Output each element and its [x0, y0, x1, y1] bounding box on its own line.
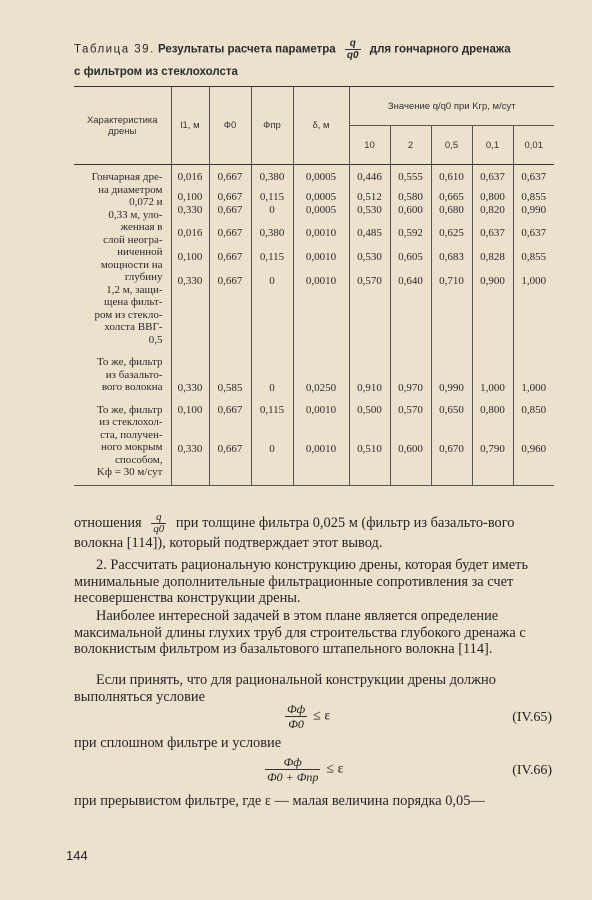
table-cell-stack	[390, 165, 431, 353]
table-cell-stack	[171, 352, 209, 400]
caption-frac-den: q0	[346, 50, 359, 61]
p1-end: при толщине фильтра 0,025 м (фильтр из базальто-вого волокна [114]), который подтверждает этот вывод.	[74, 514, 515, 551]
header-delta: δ, м	[293, 87, 349, 165]
description-line: вого волокна	[101, 381, 163, 393]
table-cell: 0,637	[521, 227, 547, 239]
formula-iv66-expr	[259, 755, 343, 784]
table-label: Таблица 39.	[74, 43, 155, 56]
table-cell: 0,637	[521, 171, 547, 183]
table-cell-stack	[251, 352, 293, 400]
table-cell: 0,855	[521, 251, 547, 263]
table-cell: 0,990	[521, 204, 547, 216]
table-cell: 0,637	[480, 227, 505, 239]
description-line: способом,	[114, 453, 163, 466]
table-cell: 0,667	[217, 204, 243, 216]
table-cell-stack	[293, 400, 349, 486]
table-cell: 0,500	[357, 403, 382, 416]
description-line: глубину	[124, 271, 163, 283]
table-cell: 0,900	[480, 275, 505, 287]
description-line: 0,5	[148, 333, 163, 346]
table-cell: 0,0010	[305, 442, 337, 455]
table-cell-stack	[513, 400, 554, 486]
table-cell: 0,330	[177, 204, 203, 216]
paragraph-1	[74, 512, 552, 552]
table-cell-stack	[349, 400, 390, 486]
table-cell: 0,380	[259, 227, 285, 239]
table-cell-stack	[390, 352, 431, 400]
table-cell: 0,605	[398, 251, 423, 263]
table-cell: 0,330	[177, 442, 203, 455]
table-cell: 0,510	[357, 442, 382, 455]
description-line: 0,33 м, уло-	[108, 208, 163, 221]
caption-title-after: для гончарного дренажа	[369, 43, 511, 56]
table-cell: 0,800	[480, 403, 505, 416]
description-line: холста ВВГ-	[104, 321, 163, 333]
description-line: слой неогра-	[103, 233, 163, 246]
paragraph-4: Если принять, что для рациональной конструкции дрены должно выполняться условие	[74, 672, 496, 705]
table-cell: 0,115	[259, 191, 285, 203]
paragraph-6: при прерывистом фильтре, где ε — малая величина порядка 0,05—	[74, 793, 485, 809]
p1-start: отношения	[74, 514, 142, 531]
formula-iv65-den: Ф0	[288, 717, 304, 731]
header-phi0: Ф0	[209, 87, 251, 165]
table-cell: 0,667	[217, 227, 243, 239]
header-value-group: Значение q/q0 при Kгр, м/сут	[349, 87, 554, 126]
table-cell: 0,710	[439, 275, 464, 287]
header-k-0-1: 0,1	[472, 126, 513, 165]
table-cell-stack	[472, 165, 513, 353]
description-line: женная в	[120, 221, 163, 233]
table-cell-stack	[293, 165, 349, 353]
table-cell: 0,0010	[305, 403, 337, 416]
table-cell-stack	[390, 400, 431, 486]
table-cell: 0,683	[439, 251, 464, 263]
table-cell-stack	[513, 165, 554, 353]
row-description	[74, 400, 171, 486]
table-cell: 0,100	[177, 191, 203, 203]
page-number: 144	[66, 848, 88, 863]
description-line: Гончарная дре-	[91, 171, 163, 183]
table-cell-stack	[349, 165, 390, 353]
table-cell-stack	[171, 400, 209, 486]
table-cell: 0,585	[217, 382, 243, 394]
table-row-group	[74, 165, 554, 353]
table-cell: 0,820	[480, 204, 505, 216]
table-cell: 0,100	[177, 403, 203, 416]
table-caption	[74, 38, 554, 83]
header-k-10: 10	[349, 126, 390, 165]
header-k-2: 2	[390, 126, 431, 165]
table-cell: 0	[269, 204, 275, 216]
table-cell: 0,0005	[305, 171, 337, 183]
table-cell: 0,115	[259, 251, 285, 263]
table-cell: 0,530	[357, 204, 382, 216]
table-cell: 0,0005	[305, 204, 337, 216]
table-cell-stack	[513, 352, 554, 400]
table-cell: 0,0010	[305, 227, 337, 239]
table-cell-stack	[293, 352, 349, 400]
p1-fraction	[151, 512, 166, 535]
table-row-group	[74, 352, 554, 400]
table-row-group	[74, 400, 554, 486]
table-cell: 0,115	[259, 403, 285, 416]
table-cell: 0,0250	[305, 382, 337, 394]
formula-iv66	[74, 755, 552, 795]
description-line: из стеклохол-	[99, 416, 163, 428]
table-cell: 1,000	[521, 382, 547, 394]
formula-iv65-num: Фф	[287, 702, 306, 716]
table-cell-stack	[431, 165, 472, 353]
table-cell: 0,570	[357, 275, 382, 287]
description-line: То же, фильтр	[96, 356, 163, 368]
table-cell: 0,592	[398, 227, 423, 239]
table-cell: 0,600	[398, 442, 423, 455]
table-cell: 0,667	[217, 442, 243, 455]
table-cell-stack	[251, 165, 293, 353]
table-cell-stack	[209, 165, 251, 353]
row-description	[74, 165, 171, 353]
table-cell: 0,330	[177, 275, 203, 287]
table-cell: 0,380	[259, 171, 285, 183]
table-cell: 0,600	[398, 204, 423, 216]
paragraph-3: Наиболее интересной задачей в этом плане является определение максимальной длины глухих труб для строительства глубокого дренажа с волокнистым фильтром из базальтового штапельного волокна [114].	[74, 608, 526, 657]
header-k-0-5: 0,5	[431, 126, 472, 165]
table-cell: 0,016	[177, 171, 203, 183]
description-line: щена фильт-	[104, 296, 163, 308]
formula-iv66-num: Фф	[265, 755, 320, 770]
description-line: ниченной	[117, 246, 163, 258]
table-cell: 0,330	[177, 382, 203, 394]
table-cell: 0,530	[357, 251, 382, 263]
description-line: 0,072 и	[129, 196, 163, 208]
table-cell: 0,555	[398, 171, 423, 183]
table-cell: 1,000	[521, 275, 547, 287]
description-line: 1,2 м, защи-	[106, 283, 163, 296]
table-cell: 0,610	[439, 171, 464, 183]
table-cell: 0,790	[480, 442, 505, 455]
table-cell: 0,680	[439, 204, 464, 216]
table-cell-stack	[349, 352, 390, 400]
table-cell: 0,855	[521, 191, 547, 203]
table-cell: 0,850	[521, 403, 547, 416]
description-line: ного мокрым	[100, 441, 163, 453]
description-line: ром из стекло-	[94, 308, 163, 321]
row-description	[74, 352, 171, 400]
table-cell: 0,667	[217, 171, 243, 183]
table-cell: 0,665	[439, 191, 464, 203]
p1-frac-num: q	[151, 512, 166, 524]
table-cell: 0,650	[439, 403, 464, 416]
table-cell-stack	[431, 400, 472, 486]
table-cell: 0,667	[217, 191, 243, 203]
table-cell: 0	[269, 382, 275, 394]
caption-title-before: Результаты расчета параметра	[157, 43, 336, 56]
caption-frac-num: q	[345, 38, 361, 50]
table-cell-stack	[251, 400, 293, 486]
caption-fraction	[345, 38, 361, 61]
formula-iv66-fraction	[265, 755, 320, 784]
results-table	[74, 86, 554, 486]
table-cell: 0,828	[480, 251, 505, 263]
table-cell-stack	[431, 352, 472, 400]
caption-title-line2: с фильтром из стеклохолста	[74, 66, 238, 78]
formula-iv66-den: Ф0 + Фпр	[267, 770, 319, 784]
table-cell: 0,0005	[305, 191, 337, 203]
table-cell-stack	[171, 165, 209, 353]
table-cell: 0,970	[398, 382, 423, 394]
table-cell: 0,960	[521, 442, 547, 455]
table-cell: 0,640	[398, 275, 423, 287]
table-cell: 0,570	[398, 403, 423, 416]
table-cell: 0,485	[357, 227, 382, 239]
description-line: мощности на	[100, 258, 163, 271]
header-k-0-01: 0,01	[513, 126, 554, 165]
table-cell: 0,667	[217, 251, 243, 263]
p1-frac-den: q0	[153, 523, 165, 535]
table-cell: 0	[269, 275, 275, 287]
table-cell: 0,016	[177, 227, 203, 239]
results-table-body	[74, 165, 554, 486]
table-cell: 0,625	[439, 227, 464, 239]
table-cell: 0,512	[357, 191, 382, 203]
header-phipr: Фпр	[251, 87, 293, 165]
formula-iv65-relation: ≤ ε	[313, 708, 331, 724]
paragraph-5: при сплошном фильтре и условие	[74, 735, 282, 751]
description-line: ста, получен-	[100, 428, 163, 441]
formula-iv66-relation: ≤ ε	[326, 761, 344, 777]
table-cell: 0,637	[480, 171, 505, 183]
formula-iv65-number: (IV.65)	[512, 710, 552, 725]
table-cell: 0,580	[398, 191, 423, 203]
formula-iv66-number: (IV.66)	[512, 763, 552, 778]
table-cell: 1,000	[480, 382, 505, 394]
description-line: То же, фильтр	[96, 403, 163, 416]
paragraph-2: 2. Рассчитать рациональную конструкцию дрены, которая будет иметь минимальные дополнительные фильтрационные сопротивления за счет несовершенства конструкции дрены.	[74, 557, 529, 606]
description-line: на диаметром	[98, 183, 163, 196]
formula-iv65-expr	[279, 702, 330, 731]
table-cell: 0	[269, 442, 275, 455]
table-cell-stack	[209, 352, 251, 400]
table-cell-stack	[472, 400, 513, 486]
header-l1: l1, м	[171, 87, 209, 165]
description-line: из базальто-	[105, 368, 163, 381]
table-cell: 0,100	[177, 251, 203, 263]
table-cell: 0,0010	[305, 251, 337, 263]
table-cell-stack	[209, 400, 251, 486]
description-line: Kф = 30 м/сут	[96, 466, 163, 478]
header-characteristic: Характеристика дрены	[74, 87, 171, 165]
table-cell: 0,910	[357, 382, 382, 394]
table-cell: 0,670	[439, 442, 464, 455]
table-cell: 0,667	[217, 275, 243, 287]
table-cell: 0,990	[439, 382, 464, 394]
table-cell: 0,800	[480, 191, 505, 203]
formula-iv65-fraction	[285, 702, 307, 731]
table-cell-stack	[472, 352, 513, 400]
table-cell: 0,0010	[305, 275, 337, 287]
table-cell: 0,667	[217, 403, 243, 416]
table-cell: 0,446	[357, 171, 382, 183]
